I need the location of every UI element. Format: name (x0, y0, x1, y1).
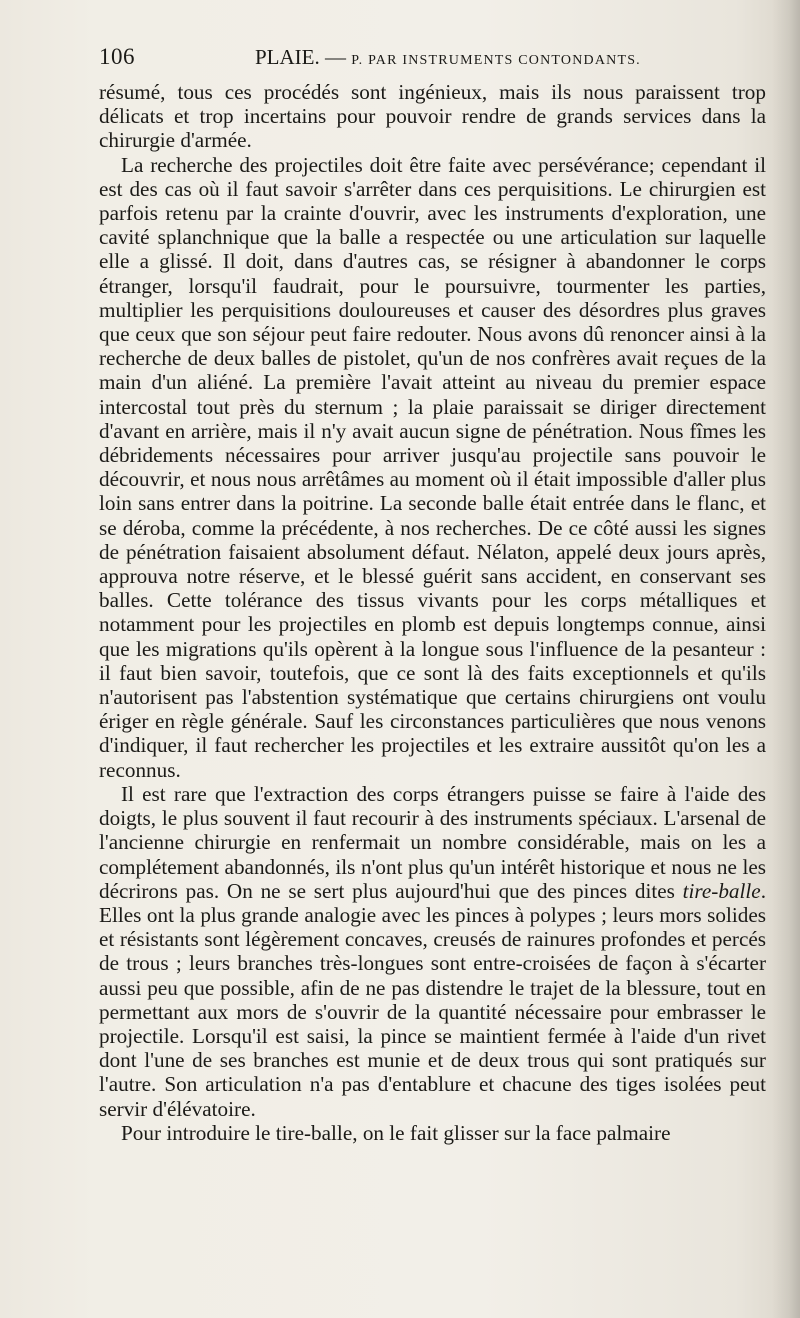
running-head (255, 45, 641, 70)
running-head-separator: — (325, 45, 346, 69)
paragraph-4: Pour introduire le tire-balle, on le fait glisser sur la face palmaire (121, 1120, 671, 1145)
running-head-subtitle: P. PAR INSTRUMENTS CONTONDANTS. (351, 53, 641, 68)
paragraph-2: La recherche des projectiles doit être faite avec persévérance; cependant il est des cas où il faut savoir s'arrêter dans ces perquisitions. Le chirurgien est parfois retenu par la crainte d'ouvrir, avec les instruments d'exploration, une cavité splanchnique que la balle a respectée ou une articulation sur laquelle elle a glissé. Il doit, dans d'autres cas, se résigner à abandonner le corps étranger, lorsqu'il faudrait, pour le poursuivre, tourmenter les parties, multiplier les perquisitions douloureuses et causer des désordres plus graves que ceux que son séjour peut faire redouter. Nous avons dû renoncer ainsi à la recherche de deux balles de pistolet, qu'un de nos confrères avait reçues de la main d'un aliéné. La première l'avait atteint au niveau du premier espace intercostal tout près du sternum ; la plaie paraissait se diriger directement d'avant en arrière, mais il n'y avait aucun signe de pénétration. Nous fîmes les débridements nécessaires pour arriver jusqu'au projectile sans pouvoir le découvrir, et nous nous arrêtâmes au moment où il était impossible d'aller plus loin sans entrer dans la poitrine. La seconde balle était entrée dans le flanc, et se déroba, comme la précédente, à nos recherches. De ce côté aussi les signes de pénétration faisaient absolument défaut. Nélaton, appelé deux jours après, approuva notre réserve, et le blessé guérit sans accident, en conservant ses balles. Cette tolérance des tissus vivants pour les corps métalliques et notamment pour les projectiles en plomb est depuis longtemps connue, ainsi que les migrations qu'ils opèrent à la longue sous l'influence de la pesanteur : il faut bien savoir, toutefois, que ce sont là des faits exceptionnels et qu'ils n'autorisent pas l'abstention systématique que certains chirurgiens ont voulu ériger en règle générale. Sauf les circonstances particulières que nous venons d'indiquer, il faut rechercher les projectiles et les extraire aussitôt qu'on les a reconnus. (99, 152, 766, 782)
paragraph-1: résumé, tous ces procédés sont ingénieux, mais ils nous paraissent trop délicats et trop incertains pour pouvoir rendre de grands services dans la chirurgie d'armée. (99, 80, 766, 153)
page-number: 106 (99, 44, 135, 69)
page-edge-shadow (772, 0, 800, 1318)
page-header (99, 44, 764, 74)
body-text (99, 80, 766, 1145)
paragraph-3 (99, 782, 766, 1121)
paragraph-3-text-start: Il est rare que l'extraction des corps étrangers puisse se faire à l'aide des doigts, le plus souvent il faut recourir à des instruments spéciaux. L'arsenal de l'ancienne chirurgie en renfermait un nombre considérable, mais on les a complétement abandonnés, ils n'ont plus qu'un intérêt historique et nous ne les décrirons pas. On ne se sert plus aujourd'hui que des pinces dites (99, 781, 766, 903)
italic-term: tire-balle (682, 878, 761, 903)
paragraph-3-text-end: . Elles ont la plus grande analogie avec les pinces à polypes ; leurs mors solides et résistants sont légèrement concaves, creusés de rainures profondes et percés de trous ; leurs branches très-longues sont entre-croisées de façon à s'écarter aussi peu que possible, afin de ne pas distendre le trajet de la blessure, tout en permettant aux mors de s'ouvrir de la quantité nécessaire pour embrasser le projectile. Lorsqu'il est saisi, la pince se maintient fermée à l'aide d'un rivet dont l'une de ses branches est munie et de deux trous qui sont pratiqués sur l'autre. Son articulation n'a pas d'entablure et chacune des tiges isolées peut servir d'élévatoire. (99, 878, 766, 1121)
running-head-title: PLAIE. (255, 45, 320, 69)
